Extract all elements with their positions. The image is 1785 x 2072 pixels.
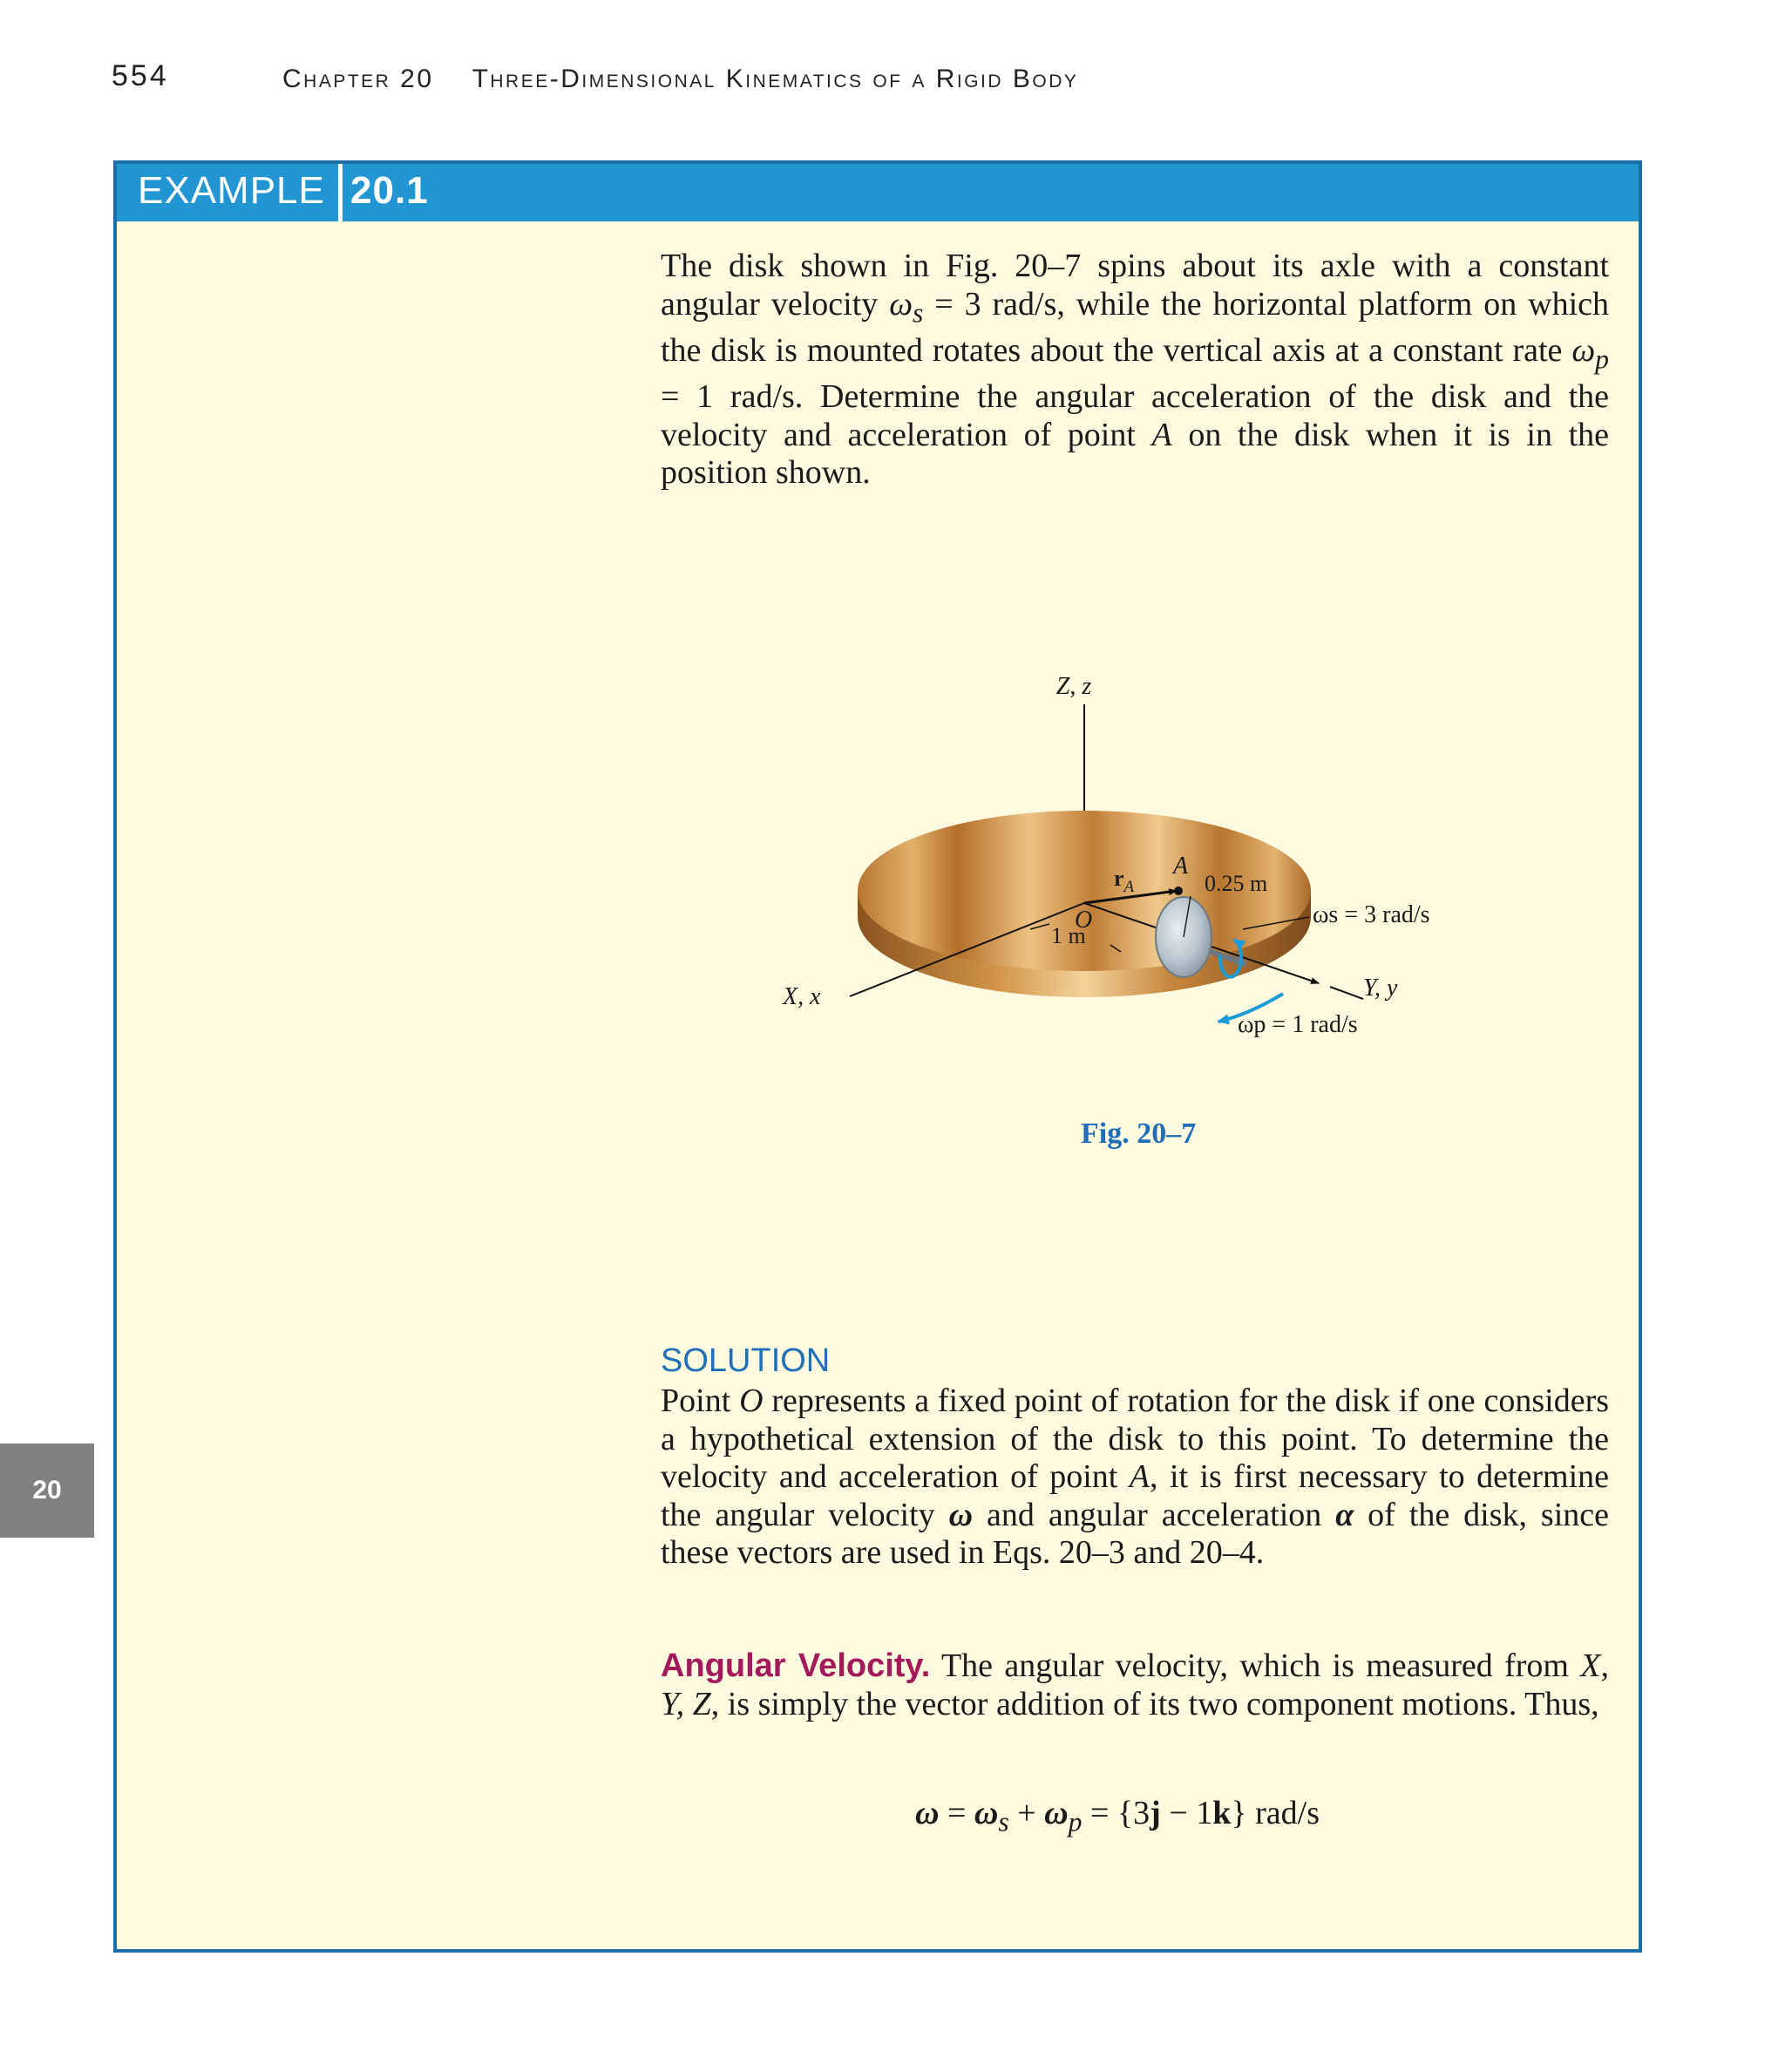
point-o-label: O <box>1075 907 1093 934</box>
chapter-title: Three-Dimensional Kinematics of a Rigid Body <box>472 65 1079 93</box>
y-axis-extension <box>1330 987 1363 999</box>
point-a-label: A <box>1173 853 1189 880</box>
x-axis-label: X, x <box>783 983 821 1010</box>
example-divider <box>338 164 343 221</box>
angular-velocity-paragraph: Angular Velocity. The angular velocity, which is measured from X, Y, Z, is simply the vector addition of its two component motions. Thus, <box>661 1647 1610 1722</box>
dim-1m-label: 1 m <box>1051 923 1086 948</box>
wp-label: ωp = 1 rad/s <box>1238 1011 1358 1038</box>
point-a-dot <box>1174 887 1183 895</box>
example-header-bar <box>117 164 1639 221</box>
angular-velocity-heading: Angular Velocity. <box>661 1647 931 1684</box>
solution-paragraph: Point O represents a fixed point of rotation for the disk if one considers a hypothetical extension of the disk to this point. To determine the velocity and acceleration of point A, it is first necessary to determine the angular velocity ω and angular acceleration α of the disk, since these vectors are used in Eqs. 20–3 and 20–4. <box>661 1382 1610 1572</box>
y-axis-label: Y, y <box>1363 975 1398 1002</box>
page-number: 554 <box>112 59 169 92</box>
figure-20-7 <box>767 662 1499 1063</box>
solution-heading: SOLUTION <box>661 1342 831 1379</box>
running-head <box>282 65 1078 94</box>
ra-label: $r_A$ <box>1114 866 1135 896</box>
example-label: EXAMPLE <box>138 169 325 212</box>
z-axis-label: Z, z <box>1055 673 1092 700</box>
disk-platform-diagram <box>767 662 1499 1063</box>
chapter-side-tab: 20 <box>0 1444 94 1538</box>
chapter-label: Chapter 20 <box>282 65 434 93</box>
problem-statement: The disk shown in Fig. 20–7 spins about its axle with a constant angular velocity $\omega_s = 3$ rad/s, while the horizontal platform on which the disk is mounted rotates about the vertical axis at a constant rate $\omega_p = 1$ rad/s. Determine the angular acceleration of the disk and the velocity and acceleration of point A on the disk when it is in the position shown. <box>661 248 1609 492</box>
ws-label: ωs = 3 rad/s <box>1313 901 1430 928</box>
radius-label: 0.25 m <box>1205 871 1268 896</box>
figure-caption: Fig. 20–7 <box>1081 1118 1197 1150</box>
angular-velocity-equation: $\omega = \omega_s + \omega_p = \{3j - 1k\}$ rad/s <box>915 1795 1320 1838</box>
example-number: 20.1 <box>350 169 429 212</box>
